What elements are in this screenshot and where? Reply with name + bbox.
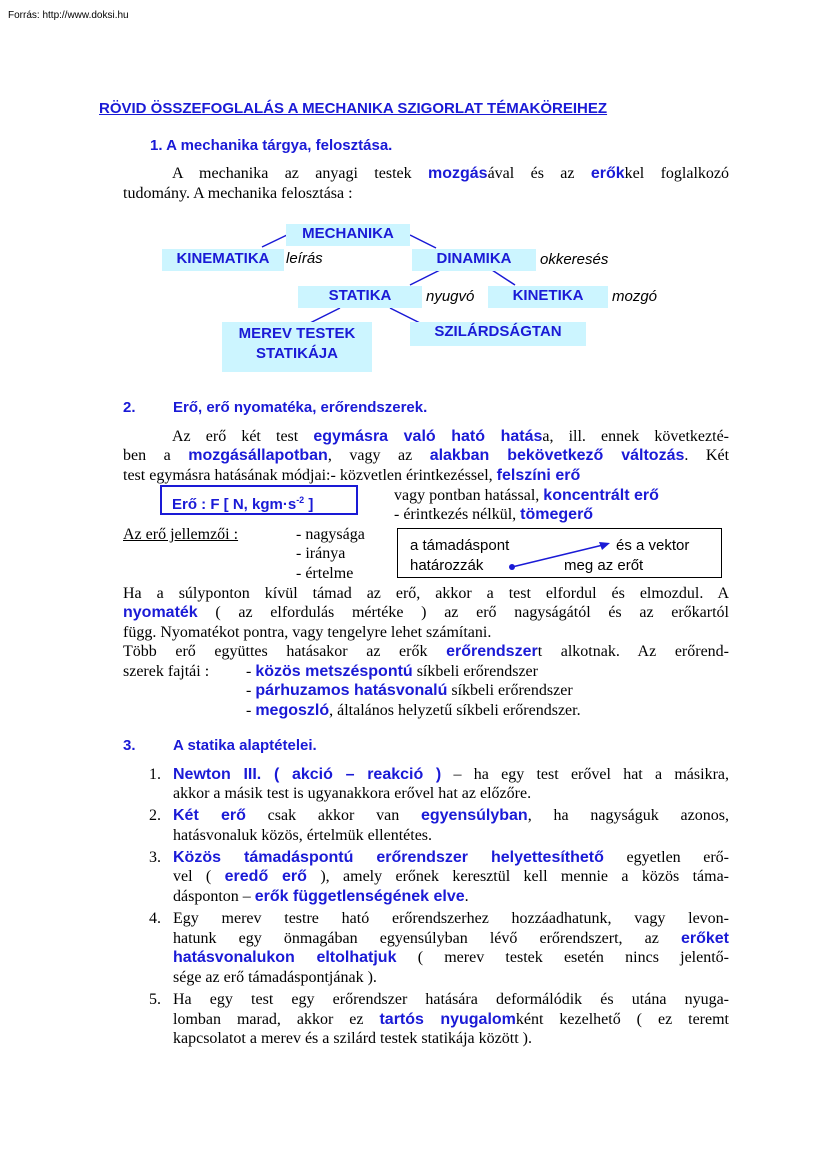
- force-properties-label: Az erő jellemzői :: [123, 526, 239, 543]
- label-leiras: leírás: [286, 250, 323, 267]
- s2-moment-line3: függ. Nyomatékot pontra, vagy tengelyre lehet számítani.: [123, 624, 492, 641]
- item-4-line1: Egy merev testre ható erőrendszerhez hozzáadhatunk, vagy levon-: [173, 910, 729, 927]
- item-2-number: 2.: [149, 807, 161, 824]
- vector-box: [397, 528, 722, 578]
- s2-system-line1: Több erő együttes hatásakor az erők erőrendszert alkotnak. Az erőrend-: [123, 643, 730, 660]
- vector-text-d: meg az erőt: [564, 557, 644, 574]
- property-direction: - iránya: [296, 545, 346, 562]
- vector-text-b: és a vektor: [616, 537, 690, 554]
- item-3-line1: Közös támadáspontú erőrendszer helyettesíthető egyetlen erő-: [173, 849, 730, 866]
- s1-para-line2: tudomány. A mechanika felosztása :: [123, 185, 353, 202]
- box-kinematika: KINEMATIKA: [162, 249, 284, 271]
- label-okkereses: okkeresés: [540, 251, 609, 268]
- item-2-line1: Két erő csak akkor van egyensúlyban, ha nagyságuk azonos,: [173, 807, 729, 824]
- source-note: Forrás: http://www.doksi.hu: [8, 10, 129, 21]
- vector-text-a: a támadáspont: [410, 537, 510, 554]
- section-2-heading: Erő, erő nyomatéka, erőrendszerek.: [173, 399, 428, 416]
- merev-line1: MEREV TESTEK: [238, 325, 356, 342]
- system-kind-3: - megoszló, általános helyzetű síkbeli erőrendszer.: [246, 702, 581, 719]
- item-4-number: 4.: [149, 910, 161, 927]
- s2-line3: test egymásra hatásának módjai:- közvetlen érintkezéssel, felszíni erő: [123, 467, 581, 484]
- item-4-line3: hatásvonalukon eltolhatjuk ( merev testek esetén nincs jelentő-: [173, 949, 729, 966]
- box-szilardsagtan: SZILÁRDSÁGTAN: [410, 322, 586, 346]
- s2-line1: Az erő két test egymásra való ható hatása, ill. ennek következté-: [172, 428, 730, 445]
- s2-line2: ben a mozgásállapotban, vagy az alakban bekövetkező változás. Két: [123, 447, 730, 464]
- property-sense: - értelme: [296, 565, 354, 582]
- item-1-number: 1.: [149, 766, 161, 783]
- vector-text-c: határozzák: [410, 557, 484, 574]
- system-kind-2: - párhuzamos hatásvonalú síkbeli erőrendszer: [246, 682, 573, 699]
- s2-moment-line2: nyomaték ( az elfordulás mértéke ) az erő nagyságától és az erőkartól: [123, 604, 729, 621]
- s2-moment-line1: Ha a súlyponton kívül támad az erő, akkor a test elfordul és elmozdul. A: [123, 585, 729, 602]
- force-vector-arrow-icon: [398, 529, 723, 579]
- s2-line5: - érintkezés nélkül, tömegerő: [394, 506, 594, 523]
- section-1-heading: 1. A mechanika tárgya, felosztása.: [150, 137, 393, 154]
- box-mechanika: MECHANIKA: [286, 224, 410, 246]
- merev-line2: STATIKÁJA: [256, 345, 338, 362]
- item-5-number: 5.: [149, 991, 161, 1008]
- label-mozgo: mozgó: [612, 288, 658, 305]
- item-1-line2: akkor a másik test is ugyanakkora erővel hat az előzőre.: [173, 785, 532, 802]
- item-4-line4: sége az erő támadáspontjának ).: [173, 969, 377, 986]
- item-3-line2: vel ( eredő erő ), amely erőnek keresztül kell mennie a közös táma-: [173, 868, 729, 885]
- item-5-line3: kapcsolatot a merev és a szilárd testek statikája között ).: [173, 1030, 532, 1047]
- property-magnitude: - nagysága: [296, 526, 365, 543]
- s1-para-line1: A mechanika az anyagi testek mozgásával és az erőkkel foglalkozó: [172, 165, 730, 182]
- box-kinetika: KINETIKA: [488, 286, 608, 308]
- page-title: RÖVID ÖSSZEFOGLALÁS A MECHANIKA SZIGORLAT TÉMAKÖREIHEZ: [99, 100, 608, 117]
- box-merev-testek-statikaja: [222, 322, 372, 372]
- item-3-number: 3.: [149, 849, 161, 866]
- item-5-line2: lomban marad, akkor ez tartós nyugalomként kezelhető ( ez teremt: [173, 1011, 730, 1028]
- system-kind-1: - közös metszéspontú síkbeli erőrendszer: [246, 663, 538, 680]
- section-3-number: 3.: [123, 737, 136, 754]
- item-1-line1: Newton III. ( akció – reakció ) – ha egy test erővel hat a másikra,: [173, 766, 729, 783]
- force-formula-box: Erő : F [ N, $kgm\cdot s^{-2}$ ]: [160, 485, 358, 515]
- item-2-line2: hatásvonaluk közös, értelmük ellentétes.: [173, 827, 433, 844]
- item-5-line1: Ha egy test egy erőrendszer hatására deformálódik és utána nyuga-: [173, 991, 729, 1008]
- box-dinamika: DINAMIKA: [412, 249, 536, 271]
- s2-line4: vagy pontban hatással, koncentrált erő: [394, 487, 659, 504]
- label-nyugvo: nyugvó: [426, 288, 475, 305]
- section-2-number: 2.: [123, 399, 136, 416]
- box-statika: STATIKA: [298, 286, 422, 308]
- item-4-line2: hatunk egy önmagában egyensúlyban lévő erőrendszert, az erőket: [173, 930, 729, 947]
- item-3-line3: dásponton – erők függetlenségének elve.: [173, 888, 469, 905]
- section-3-heading: A statika alaptételei.: [173, 737, 317, 754]
- s2-system-line2: szerek fajtái :: [123, 663, 210, 680]
